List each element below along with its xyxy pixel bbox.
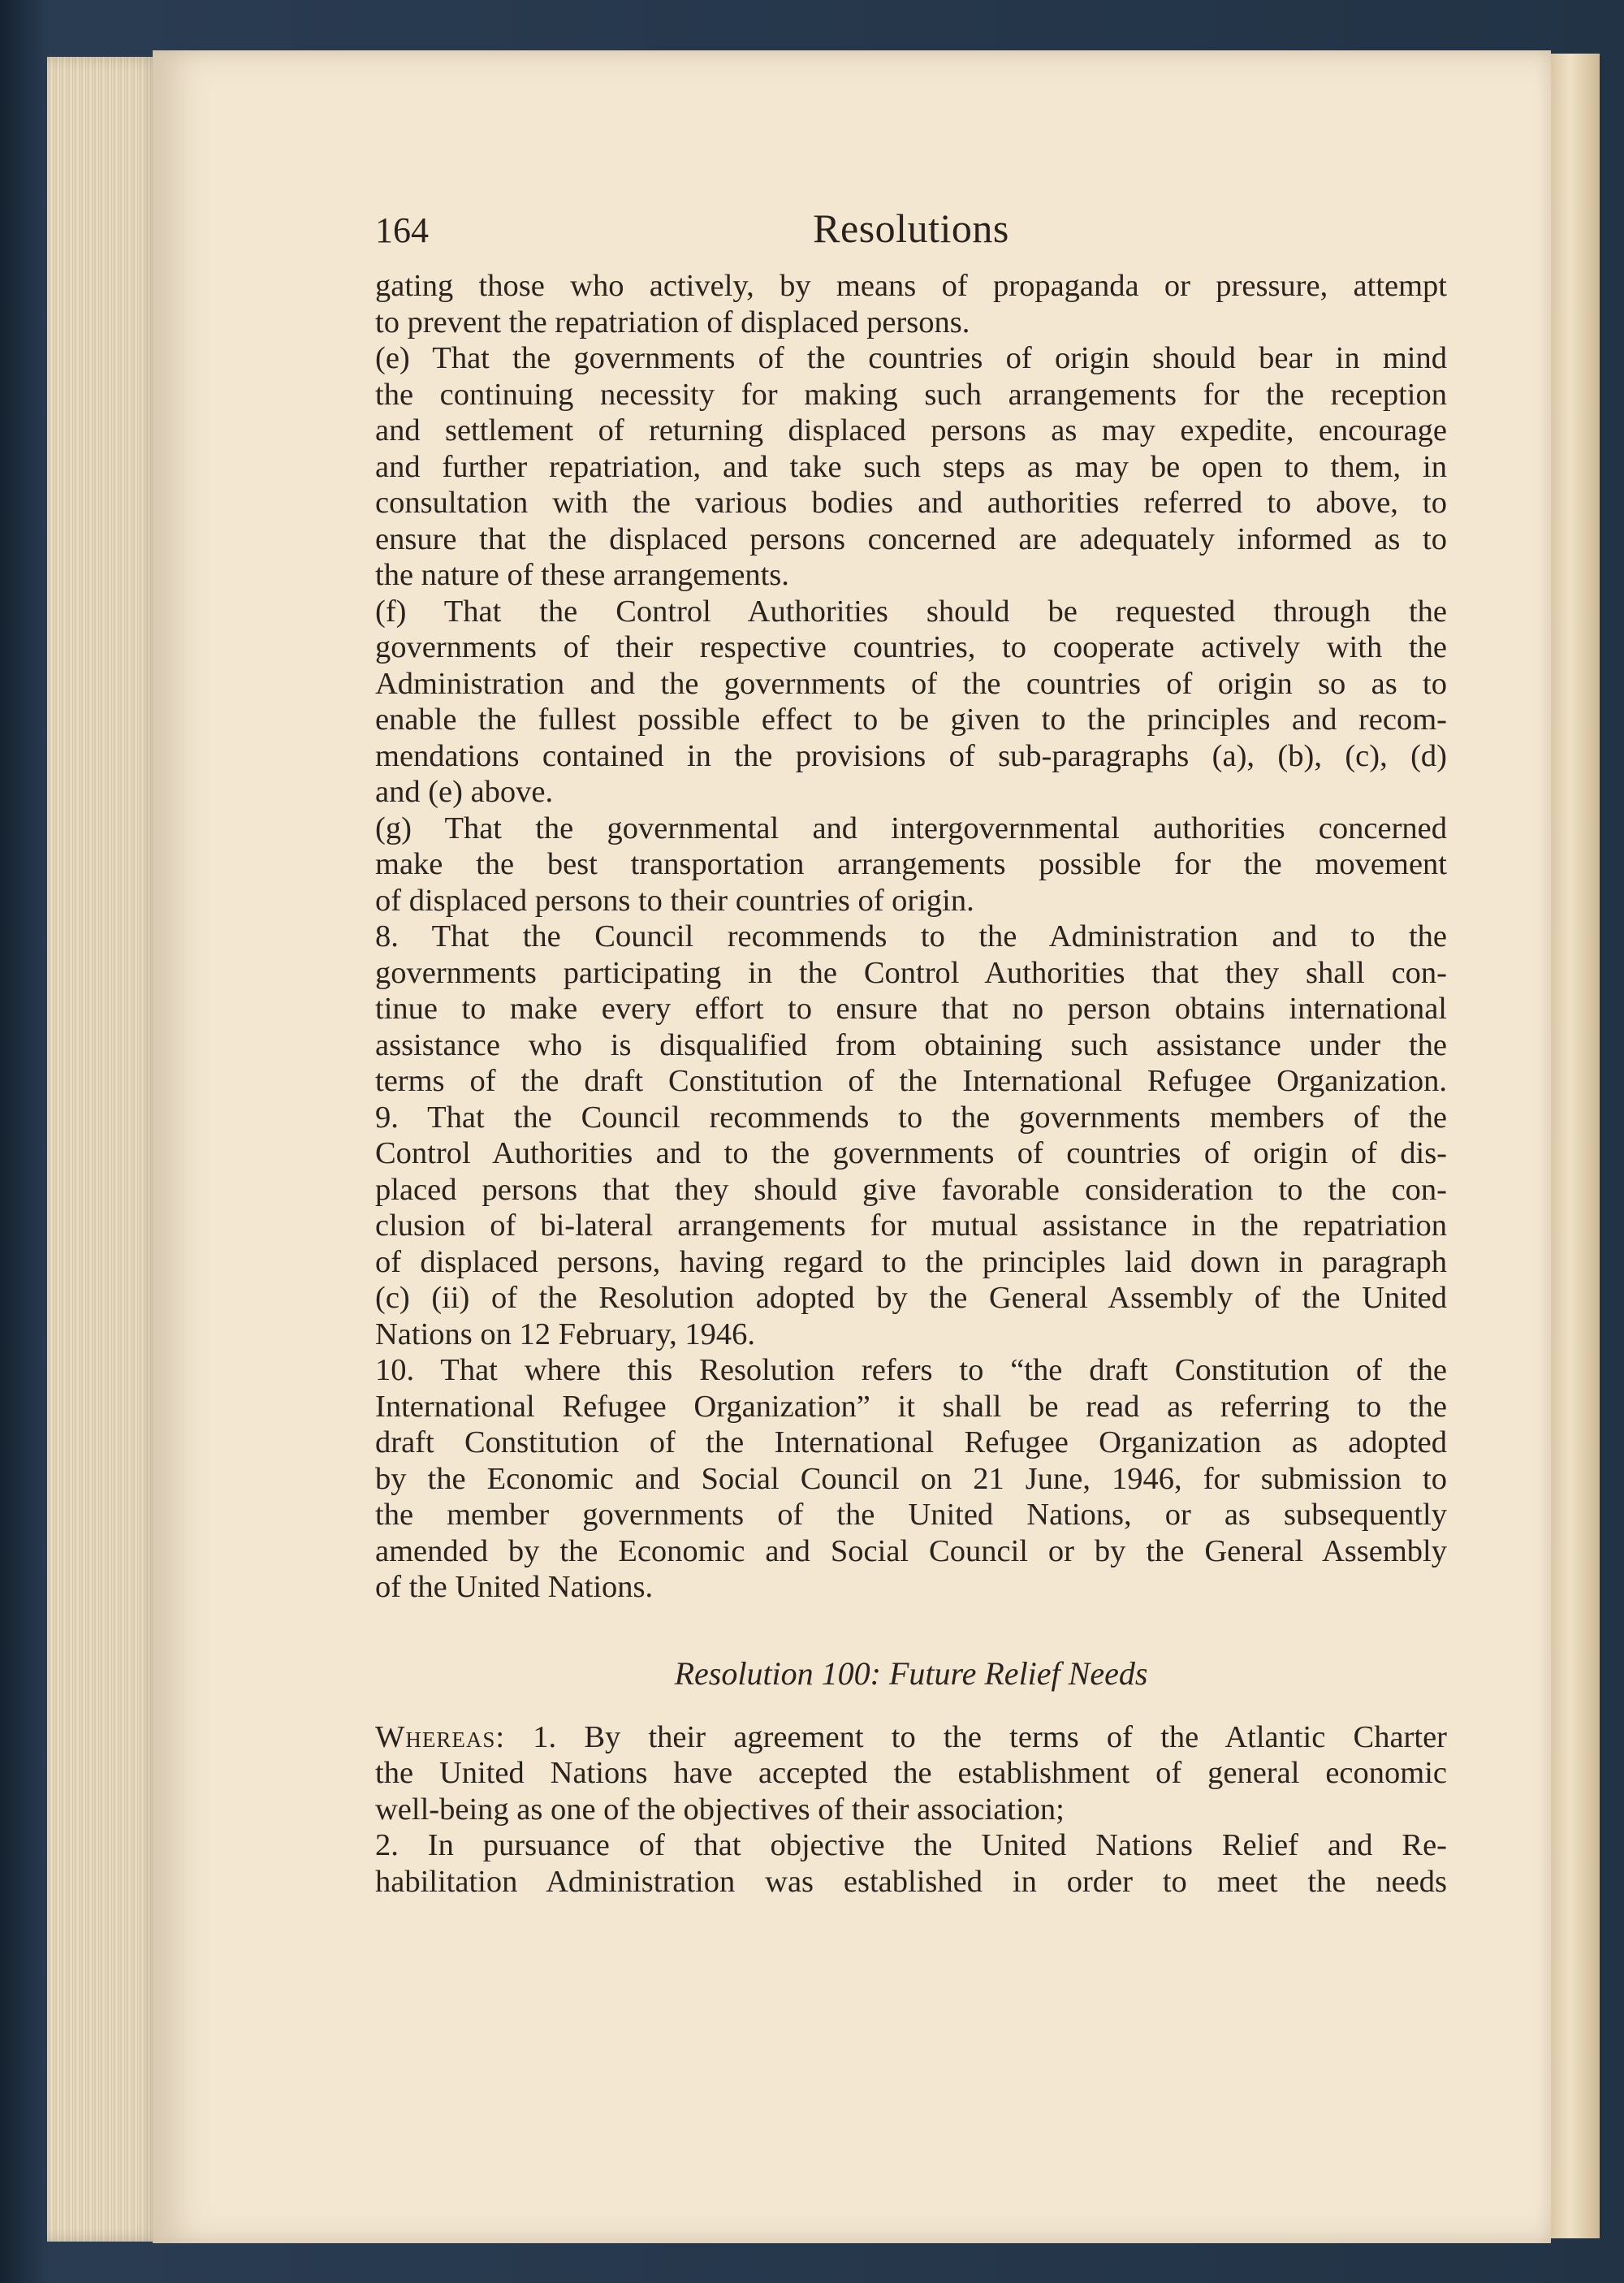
body-line: of displaced persons to their countries of origin. [375, 883, 974, 918]
body-line: of the United Nations. [375, 1570, 654, 1604]
body-line: consultation with the various bodies and authorities referred to above, to [375, 486, 1447, 520]
body-line: the continuing necessity for making such arrangements for the reception [375, 377, 1447, 412]
body-line: of displaced persons, having regard to the principles laid down in paragraph [375, 1244, 1447, 1279]
body-line: 8. That the Council recommends to the Administration and to the [375, 919, 1447, 953]
whereas-first-line: 1. By their agreement to the terms of the Atlantic Charter [505, 1719, 1447, 1754]
page-number: 164 [375, 210, 429, 250]
body-line: 9. That the Council recommends to the governments members of the [375, 1100, 1447, 1135]
page-edges [47, 57, 161, 2242]
body-line: 10. That where this Resolution refers to “the draft Constitution of the [375, 1353, 1447, 1387]
body-line: (c) (ii) of the Resolution adopted by the General Assembly of the United [375, 1281, 1447, 1315]
body-line: Control Authorities and to the governments of countries of origin of dis- [375, 1136, 1447, 1170]
body-line: the member governments of the United Nations, or as subsequently [375, 1498, 1447, 1532]
body-line: clusion of bi-lateral arrangements for mutual assistance in the repatriation [375, 1209, 1447, 1243]
body-line: assistance who is disqualified from obtaining such assistance under the [375, 1027, 1447, 1062]
body-line: governments participating in the Control Authorities that they shall con- [375, 955, 1447, 990]
body-line: International Refugee Organization” it shall be read as referring to the [375, 1389, 1447, 1424]
body-line: and further repatriation, and take such steps as may be open to them, in [375, 449, 1447, 484]
body-line: governments of their respective countries, to cooperate actively with the [375, 630, 1447, 664]
body-line: 2. In pursuance of that objective the United Nations Relief and Re- [375, 1828, 1447, 1862]
body-line: well-being as one of the objectives of their association; [375, 1792, 1065, 1827]
body-line: the nature of these arrangements. [375, 558, 789, 592]
body-line: Administration and the governments of the countries of origin so as to [375, 666, 1447, 701]
body-line: amended by the Economic and Social Council or by the General Assembly [375, 1533, 1447, 1568]
body-line: gating those who actively, by means of propaganda or pressure, attempt [375, 269, 1447, 303]
body-line: (e) That the governments of the countries of origin should bear in mind [375, 341, 1447, 375]
body-line: make the best transportation arrangements possible for the movement [375, 847, 1447, 881]
body-line: draft Constitution of the International Refugee Organization as adopted [375, 1425, 1447, 1459]
body-line: (g) That the governmental and intergovernmental authorities concerned [375, 811, 1447, 845]
body-line: habilitation Administration was established in order to meet the needs [375, 1864, 1447, 1899]
body-line: and (e) above. [375, 775, 554, 809]
body-line: placed persons that they should give favorable consideration to the con- [375, 1172, 1447, 1207]
body-line: by the Economic and Social Council on 21 June, 1946, for submission to [375, 1461, 1447, 1496]
page-header [375, 205, 1447, 266]
body-line: terms of the draft Constitution of the International Refugee Organization. [375, 1064, 1447, 1098]
body-line: enable the fullest possible effect to be given to the principles and recom- [375, 703, 1447, 737]
body-line: ensure that the displaced persons concerned are adequately informed as to [375, 521, 1447, 556]
resolution-title: Resolution 100: Future Relief Needs [674, 1654, 1148, 1692]
page-body [375, 268, 1447, 1900]
body-line: the United Nations have accepted the establishment of general economic [375, 1756, 1447, 1790]
body-line: (f) That the Control Authorities should be requested through the [375, 594, 1447, 629]
body-line: Nations on 12 February, 1946. [375, 1317, 755, 1351]
running-title: Resolutions [813, 205, 1009, 251]
body-line: to prevent the repatriation of displaced persons. [375, 305, 970, 339]
whereas-label: Whereas: [375, 1719, 506, 1754]
whereas-line [375, 1719, 1447, 1756]
body-line: mendations contained in the provisions of sub-paragraphs (a), (b), (c), (d) [375, 738, 1447, 773]
body-line: tinue to make every effort to ensure that no person obtains international [375, 992, 1447, 1026]
facing-page-edge [1551, 54, 1600, 2238]
body-line: and settlement of returning displaced persons as may expedite, encourage [375, 413, 1447, 448]
